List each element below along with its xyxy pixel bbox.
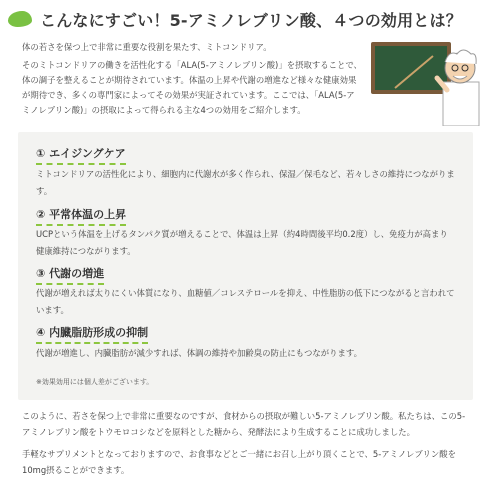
benefit-body-aging-care: ミトコンドリアの活性化により、細胞内に代謝水が多く作られ、保湿／保毛など、若々しさの維持につながります。 [36,169,455,196]
page-title: こんなにすごい！5-アミノレブリン酸、４つの効用とは？ [40,10,462,30]
intro-text [22,40,362,121]
leaf-icon [8,11,32,27]
benefit-heading-metabolism: ③ 代謝の増進 [36,265,104,285]
benefit-heading-aging-care: ① エイジングケア [36,145,126,165]
section-header [8,6,488,32]
benefits-panel [18,132,473,400]
closing-paragraph-2: 手軽なサプリメントとなっておりますので、お食事などとご一緒にお召し上がり頂くことで、5-アミノレブリン酸を10mg摂ることができます。 [22,449,456,475]
disclaimer-note: ※効果効用には個人差がございます。 [36,378,154,386]
closing-text [22,408,472,484]
intro-paragraph-1: 体の若さを保つ上で非常に重要な役割を果たす、ミトコンドリア。 [22,42,272,52]
benefit-body-visceral-fat: 代謝が増進し、内臓脂肪が減少すれば、体調の維持や加齢臭の防止にもつながります。 [36,348,362,358]
benefit-body-metabolism: 代謝が増えれば太りにくい体質になり、血糖値／コレステロールを抑え、中性脂肪の低下につながると言われています。 [36,288,455,315]
professor-chalkboard-illustration [365,38,487,126]
benefit-body-body-temperature: UCPという体温を上げるタンパク質が増えることで、体温は上昇（約4時間後平均0.2度）し、免疫力が高まり健康維持につながります。 [36,229,448,256]
closing-paragraph-1: このように、若さを保つ上で非常に重要なのですが、食材からの摂取が難しい5-アミノレブリン酸。私たちは、この5-アミノレブリン酸をトウモロコシなどを原料とした糖から、発酵法により生成することに成功しました。 [22,411,466,437]
benefit-heading-visceral-fat: ④ 内臓脂肪形成の抑制 [36,324,148,344]
intro-paragraph-2: そのミトコンドリアの働きを活性化する「ALA(5-アミノレブリン酸)」を摂取することで、体の調子を整えることが期待されています。体温の上昇や代謝の増進など様々な健康効果が期待でき、多くの専門家によってその効果が実証されています。ここでは、「ALA(5-アミノレブリン酸)」の摂取によって得られる主な4つの効用をご紹介します。 [22,60,362,115]
benefit-heading-body-temperature: ② 平常体温の上昇 [36,206,126,226]
